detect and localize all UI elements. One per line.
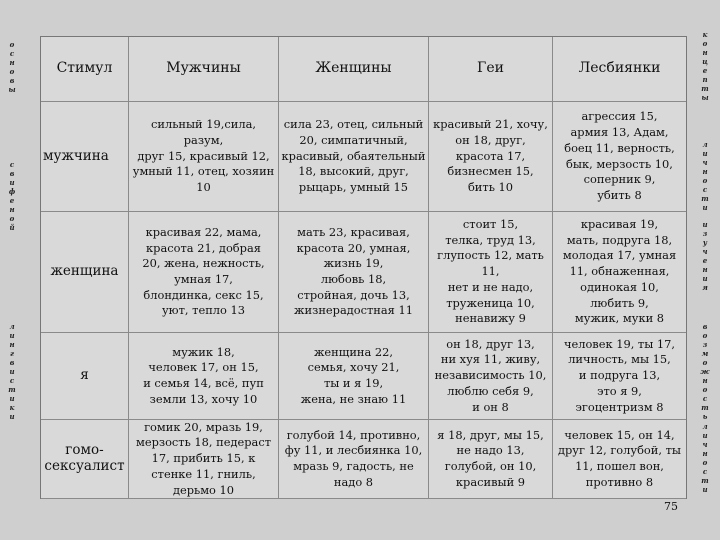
table-row: [41, 333, 686, 420]
right-margin-vertical-text: [690, 30, 720, 500]
table-row: [41, 102, 686, 212]
stimulus-cell: женщина: [41, 212, 129, 332]
left-margin-word: л и н г в и с т и к и: [8, 322, 16, 421]
men-cell: сильный 19,сила, разум, друг 15, красивый 12, умный 11, отец, хозяин 10: [129, 102, 279, 211]
gays-cell: стоит 15, телка, труд 13, глупость 12, мать 11, нет и не надо, труженица 10, ненавижу 9: [429, 212, 553, 332]
gays-cell: он 18, друг 13, ни хуя 11, живу, независимость 10, люблю себя 9, и он 8: [429, 333, 553, 419]
page-number: 75: [664, 500, 678, 513]
left-margin-vertical-text: [0, 30, 26, 500]
stimulus-cell: мужчина: [41, 102, 129, 211]
header-stimulus: Стимул: [41, 37, 129, 101]
header-women: Женщины: [279, 37, 429, 101]
women-cell: сила 23, отец, сильный 20, симпатичный, красивый, обаятельный 18, высокий, друг, рыцарь, умный 15: [279, 102, 429, 211]
women-cell: мать 23, красивая, красота 20, умная, жизнь 19, любовь 18, стройная, дочь 13, жизнерадостная 11: [279, 212, 429, 332]
women-cell: голубой 14, противно, фу 11, и лесбиянка 10, мразь 9, гадость, не надо 8: [279, 420, 429, 498]
lesbians-cell: агрессия 15, армия 13, Адам, боец 11, верность, бык, мерзость 10, соперник 9, убить 8: [564, 109, 675, 202]
left-margin-word: с в и ф е н о й: [8, 160, 16, 232]
right-margin-word: в о з м о ж н о с т ь: [700, 322, 710, 421]
left-margin-word: о с н о в ы: [8, 40, 16, 94]
women-cell: женщина 22, семья, хочу 21, ты и я 19, жена, не знаю 11: [279, 333, 429, 419]
right-margin-word: и з у ч е н и я: [702, 220, 708, 292]
lesbians-cell: человек 19, ты 17, личность, мы 15, и подруга 13, это я 9, эгоцентризм 8: [563, 336, 676, 414]
table-header-row: [41, 37, 686, 102]
men-cell: красивая 22, мама, красота 21, добрая 20, жена, нежность, умная 17, блондинка, секс 15, уют, тепло 13: [129, 212, 279, 332]
gays-cell: я 18, друг, мы 15, не надо 13, голубой, он 10, красивый 9: [429, 420, 553, 498]
header-men: Мужчины: [129, 37, 279, 101]
lesbians-cell: человек 15, он 14, друг 12, голубой, ты 11, пошел вон, противно 8: [557, 427, 681, 489]
right-margin-word: л и ч н о с т и: [701, 140, 709, 212]
right-margin-word: л и ч н о с т и: [701, 422, 709, 494]
stimulus-cell: я: [41, 333, 129, 419]
men-cell: мужик 18, человек 17, он 15, и семья 14, всё, пуп земли 13, хочу 10: [129, 333, 279, 419]
stimulus-cell: гомо- сексуалист: [41, 420, 129, 498]
table-row: [41, 212, 686, 333]
lesbians-cell: красивая 19, мать, подруга 18, молодая 17, умная 11, обнаженная, одинокая 10, любить 9, мужик, муки 8: [562, 217, 677, 326]
header-lesbians: Лесбиянки: [578, 60, 661, 77]
right-margin-word: к о н ц е п т ы: [701, 30, 709, 102]
header-gays: Геи: [429, 37, 553, 101]
men-cell: гомик 20, мразь 19, мерзость 18, педераст 17, прибить 15, к стенке 11, гниль, дерьмо 10: [129, 420, 279, 498]
gays-cell: красивый 21, хочу, он 18, друг, красота 17, бизнесмен 15, бить 10: [429, 102, 553, 211]
association-table: [40, 36, 687, 499]
table-row: [41, 420, 686, 499]
